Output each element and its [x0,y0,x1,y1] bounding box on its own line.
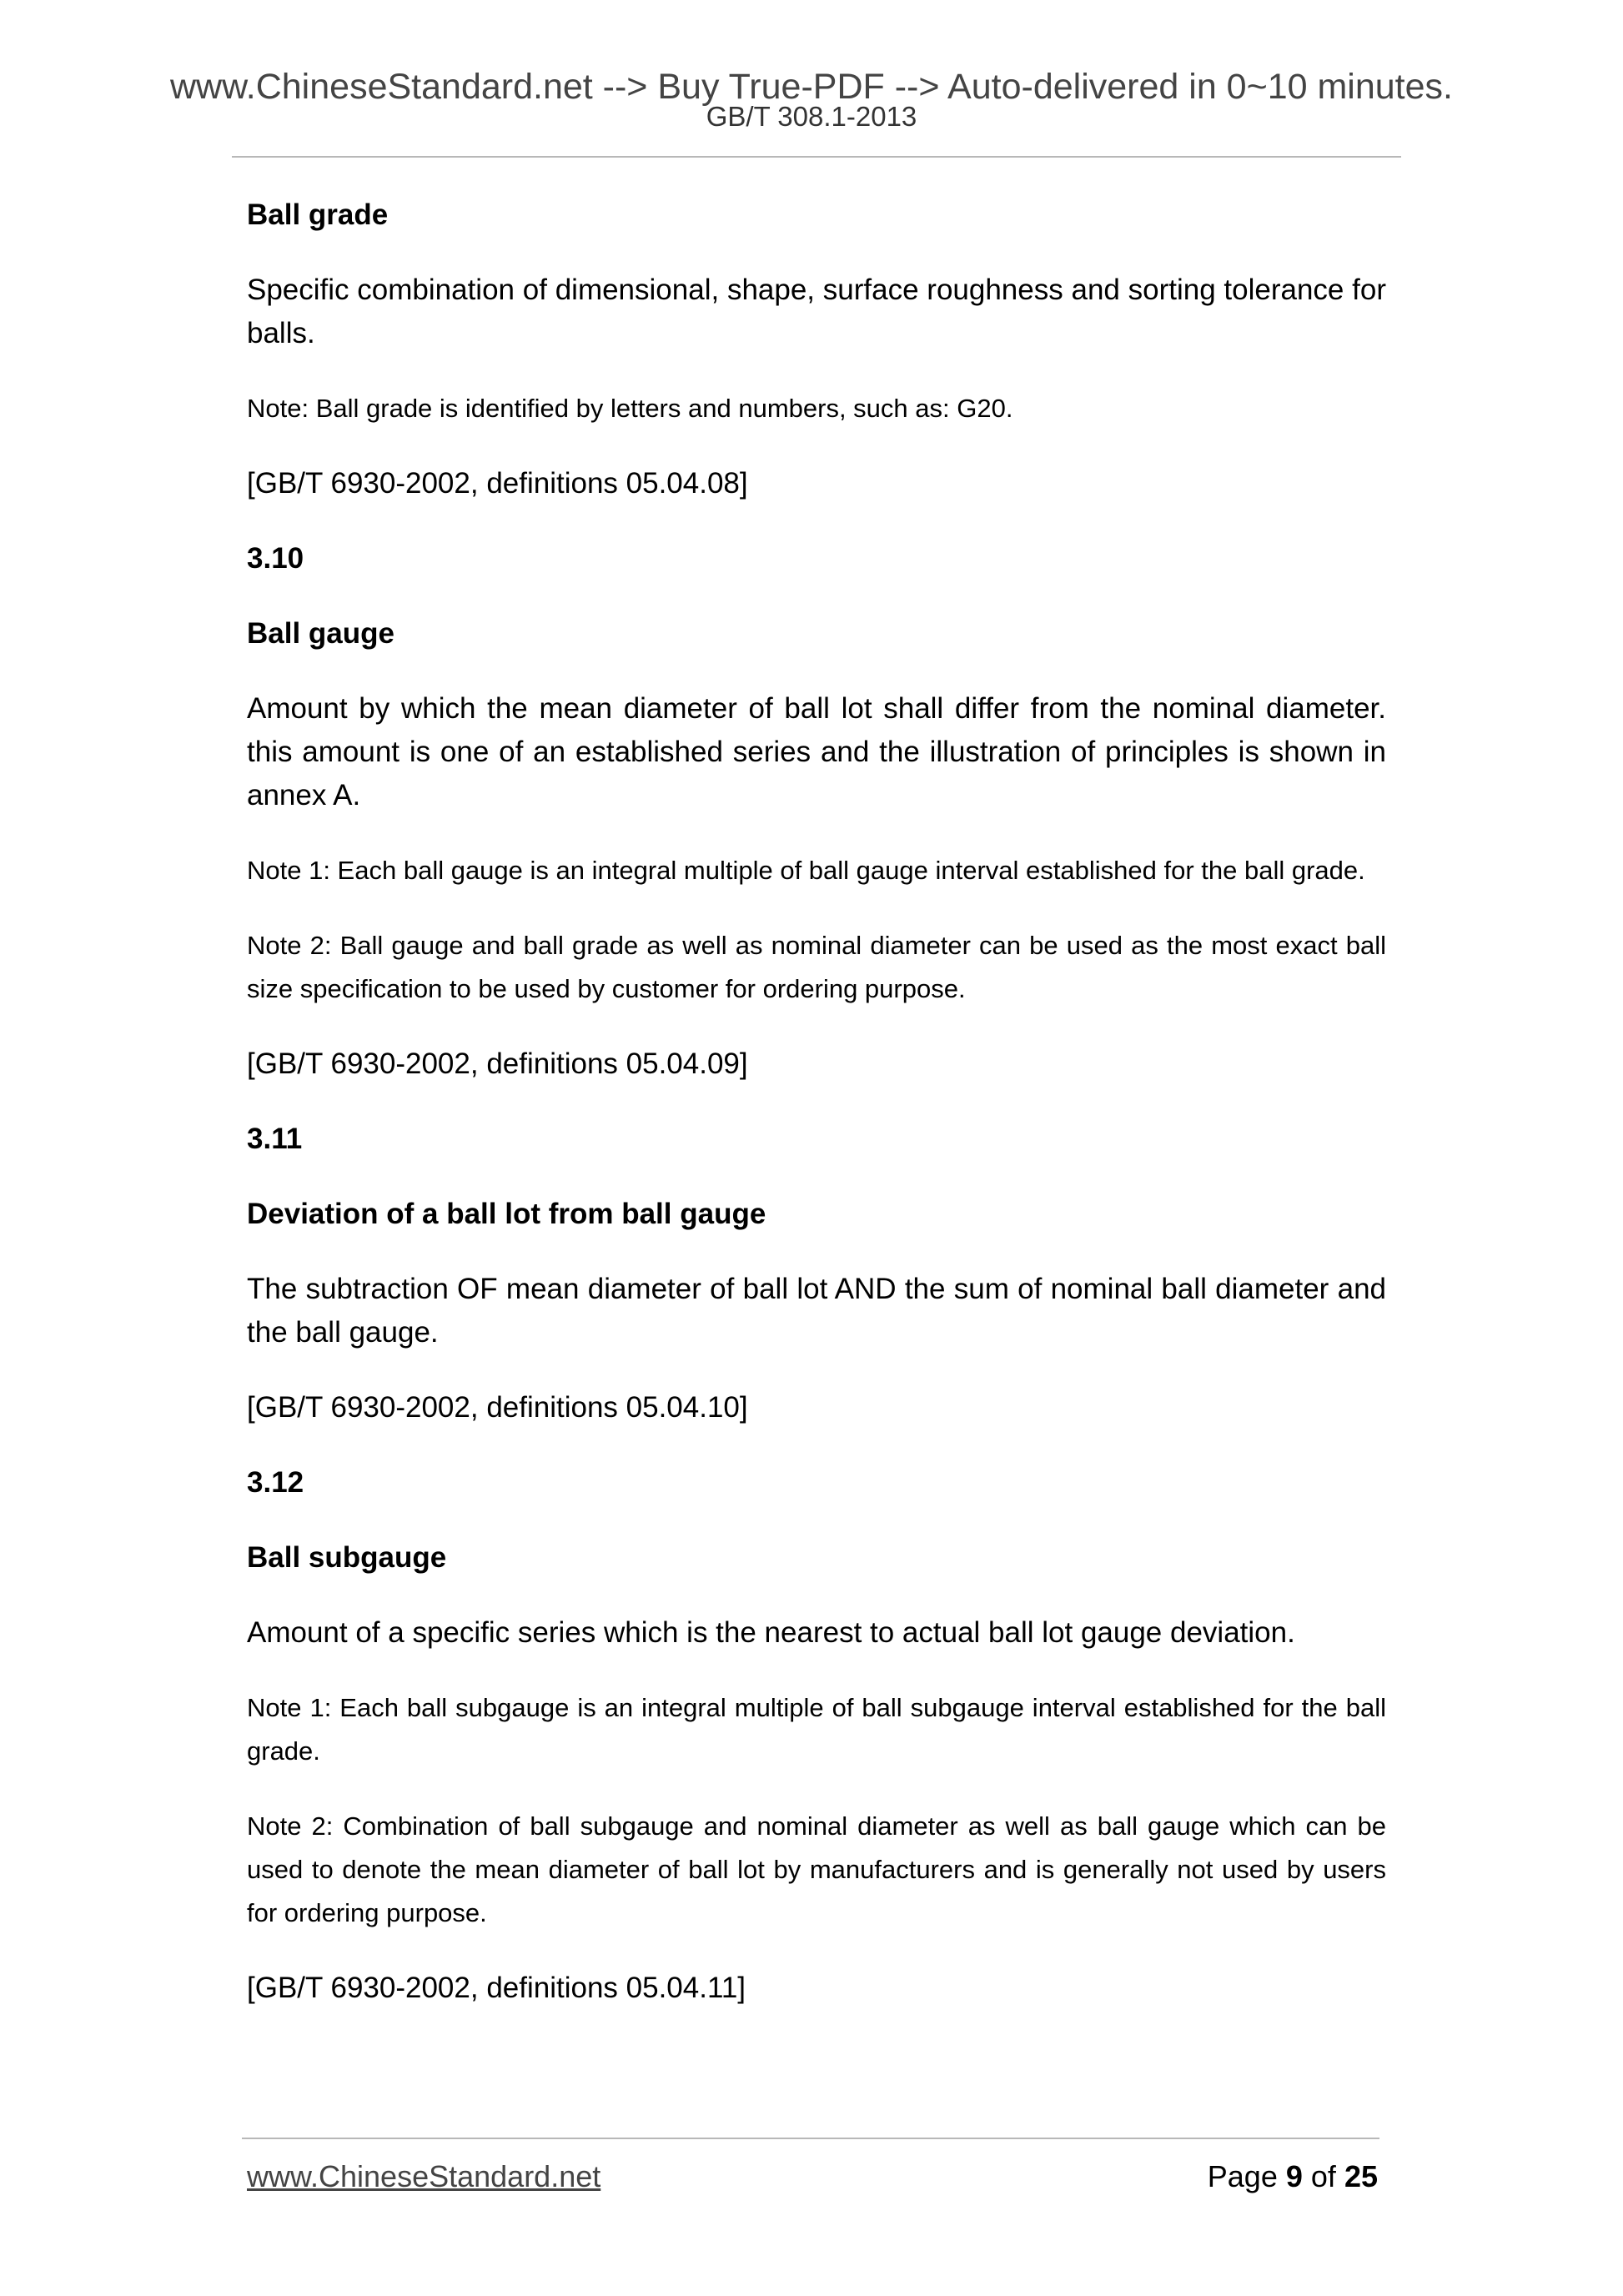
header-divider [232,156,1401,158]
clause-number-3-12: 3.12 [247,1466,304,1499]
clause-number-3-10: 3.10 [247,542,304,575]
standard-number: GB/T 308.1-2013 [706,101,917,132]
term-definition-ball-grade: Specific combination of dimensional, shape, surface roughness and sorting tolerance for balls. [247,274,1386,349]
term-title-ball-subgauge: Ball subgauge [247,1541,447,1574]
term-note-ball-grade: Note: Ball grade is identified by letters and numbers, such as: G20. [247,394,1013,423]
term-note1-ball-subgauge: Note 1: Each ball subgauge is an integral multiple of ball subgauge interval established for the ball grade. [247,1693,1386,1766]
term-note2-ball-gauge: Note 2: Ball gauge and ball grade as well as nominal diameter can be used as the most exact ball size specification to be used by customer for ordering purpose. [247,931,1386,1003]
page-of: of [1310,2159,1336,2193]
promo-banner: www.ChineseStandard.net --> Buy True-PDF --> Auto-delivered in 0~10 minutes. [169,67,1453,107]
page-indicator [1208,2158,1378,2195]
term-definition-ball-gauge: Amount by which the mean diameter of ball lot shall differ from the nominal diameter. this amount is one of an established series and the illustration of principles is shown in annex A. [247,692,1386,811]
term-definition-deviation: The subtraction OF mean diameter of ball lot AND the sum of nominal ball diameter and the ball gauge. [247,1273,1386,1349]
term-note2-ball-subgauge: Note 2: Combination of ball subgauge and nominal diameter as well as ball gauge which can be used to denote the mean diameter of ball lot by manufacturers and is generally not used by users for ordering purpose. [247,1811,1386,1927]
document-body [247,193,1386,2042]
term-reference-ball-gauge: [GB/T 6930-2002, definitions 05.04.09] [247,1048,748,1080]
term-reference-ball-grade: [GB/T 6930-2002, definitions 05.04.08] [247,467,748,500]
term-reference-deviation: [GB/T 6930-2002, definitions 05.04.10] [247,1391,748,1424]
term-note1-ball-gauge: Note 1: Each ball gauge is an integral multiple of ball gauge interval established for the ball grade. [247,856,1365,885]
footer-divider [242,2138,1379,2139]
term-title-deviation: Deviation of a ball lot from ball gauge [247,1198,766,1230]
clause-number-3-11: 3.11 [247,1123,303,1155]
term-definition-ball-subgauge: Amount of a specific series which is the nearest to actual ball lot gauge deviation. [247,1616,1295,1649]
term-reference-ball-subgauge: [GB/T 6930-2002, definitions 05.04.11] [247,1972,746,2004]
page-prefix: Page [1207,2159,1278,2193]
page-current: 9 [1285,2159,1303,2193]
page-total: 25 [1344,2159,1378,2193]
footer-site-link[interactable]: www.ChineseStandard.net [247,2159,601,2193]
term-title-ball-gauge: Ball gauge [247,617,394,650]
term-title-ball-grade: Ball grade [247,198,389,231]
